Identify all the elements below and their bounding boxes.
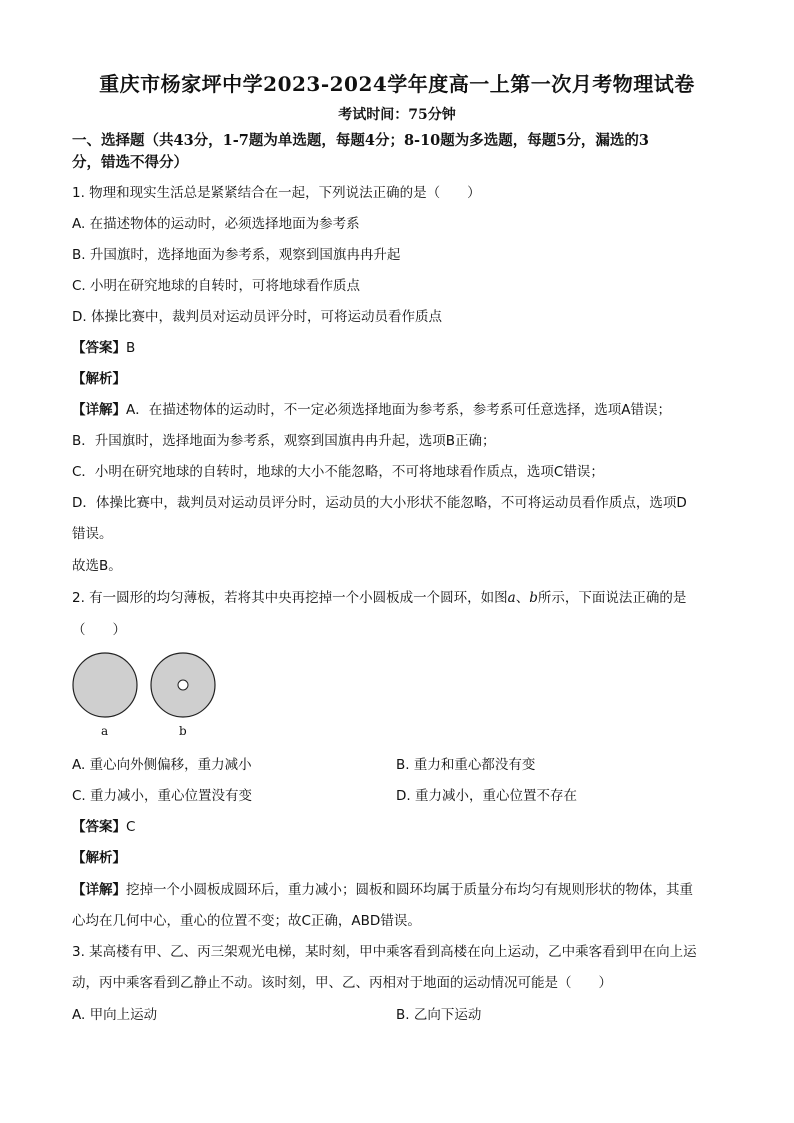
figure-label-a: a bbox=[101, 724, 109, 738]
disc-figure bbox=[72, 652, 232, 744]
q1-detail-line1: 【详解】A．在描述物体的运动时，不一定必须选择地面为参考系，参考系可任意选择，选项A错误； bbox=[72, 402, 671, 418]
q1-conclusion: 故选B。 bbox=[72, 558, 122, 574]
q1-option-a: A. 在描述物体的运动时，必须选择地面为参考系 bbox=[72, 216, 360, 232]
q1-detail-line3: C．小明在研究地球的自转时，地球的大小不能忽略，不可将地球看作质点，选项C错误； bbox=[72, 464, 604, 480]
detail-tag: 【详解】 bbox=[72, 882, 126, 898]
section-heading-line1: 一、选择题（共43分，1-7题为单选题，每题4分；8-10题为多选题，每题5分，漏选的3 bbox=[72, 132, 649, 149]
q1-detail-line2: B．升国旗时，选择地面为参考系，观察到国旗冉冉升起，选项B正确； bbox=[72, 433, 496, 449]
q1-answer bbox=[72, 338, 732, 358]
center-hole bbox=[178, 680, 188, 690]
answer-tag: 【答案】 bbox=[72, 819, 126, 835]
q3-stem-line1: 3. 某高楼有甲、乙、丙三架观光电梯，某时刻，甲中乘客看到高楼在向上运动，乙中乘客看到甲在向上运 bbox=[72, 944, 697, 960]
q2-analysis-tag: 【解析】 bbox=[72, 850, 126, 866]
q2-option-c: C. 重力减小，重心位置没有变 bbox=[72, 788, 253, 804]
var-b: b bbox=[529, 590, 538, 606]
q1-analysis-tag: 【解析】 bbox=[72, 371, 126, 387]
q3-option-b: B. 乙向下运动 bbox=[396, 1007, 482, 1023]
q1-option-c: C. 小明在研究地球的自转时，可将地球看作质点 bbox=[72, 278, 361, 294]
q2-figure bbox=[72, 652, 232, 744]
q2-option-d: D. 重力减小，重心位置不存在 bbox=[396, 788, 577, 804]
q1-option-b: B. 升国旗时，选择地面为参考系，观察到国旗冉冉升起 bbox=[72, 247, 401, 263]
q3-option-a: A. 甲向上运动 bbox=[72, 1007, 158, 1023]
figure-label-b: b bbox=[179, 724, 187, 738]
q2-stem-line1: 2. 有一圆形的均匀薄板，若将其中央再挖掉一个小圆板成一个圆环，如图a、b所示，下面说法正确的是 bbox=[72, 590, 687, 606]
q2-detail-line2: 心均在几何中心，重心的位置不变；故C正确，ABD错误。 bbox=[72, 913, 421, 929]
q2-option-b: B. 重力和重心都没有变 bbox=[396, 757, 536, 773]
detail-tag: 【详解】 bbox=[72, 402, 126, 418]
q2-stem-line2: （ ） bbox=[72, 622, 126, 638]
q2-option-a: A. 重心向外侧偏移，重力减小 bbox=[72, 757, 252, 773]
answer-tag: 【答案】 bbox=[72, 340, 126, 356]
var-a: a bbox=[507, 590, 516, 606]
page-title: 重庆市杨家坪中学2023-2024学年度高一上第一次月考物理试卷 bbox=[99, 72, 695, 96]
answer-value: C bbox=[126, 819, 136, 835]
q1-detail-line5: 错误。 bbox=[72, 526, 113, 542]
q1-option-d: D. 体操比赛中，裁判员对运动员评分时，可将运动员看作质点 bbox=[72, 309, 442, 325]
q2-detail-line1: 【详解】挖掉一个小圆板成圆环后，重力减小；圆板和圆环均属于质量分布均匀有规则形状的物体，其重 bbox=[72, 882, 693, 898]
section-heading-line2: 分，错选不得分） bbox=[72, 154, 188, 171]
q3-stem-line2: 动，丙中乘客看到乙静止不动。该时刻，甲、乙、丙相对于地面的运动情况可能是（ ） bbox=[72, 975, 612, 991]
answer-value: B bbox=[126, 340, 136, 356]
q1-stem: 1. 物理和现实生活总是紧紧结合在一起，下列说法正确的是（ ） bbox=[72, 185, 481, 201]
q2-answer bbox=[72, 817, 732, 837]
exam-time: 考试时间：75分钟 bbox=[338, 107, 456, 123]
solid-disc-a bbox=[73, 653, 137, 717]
q1-detail-line4: D．体操比赛中，裁判员对运动员评分时，运动员的大小形状不能忽略，不可将运动员看作质点，选项D bbox=[72, 495, 687, 511]
